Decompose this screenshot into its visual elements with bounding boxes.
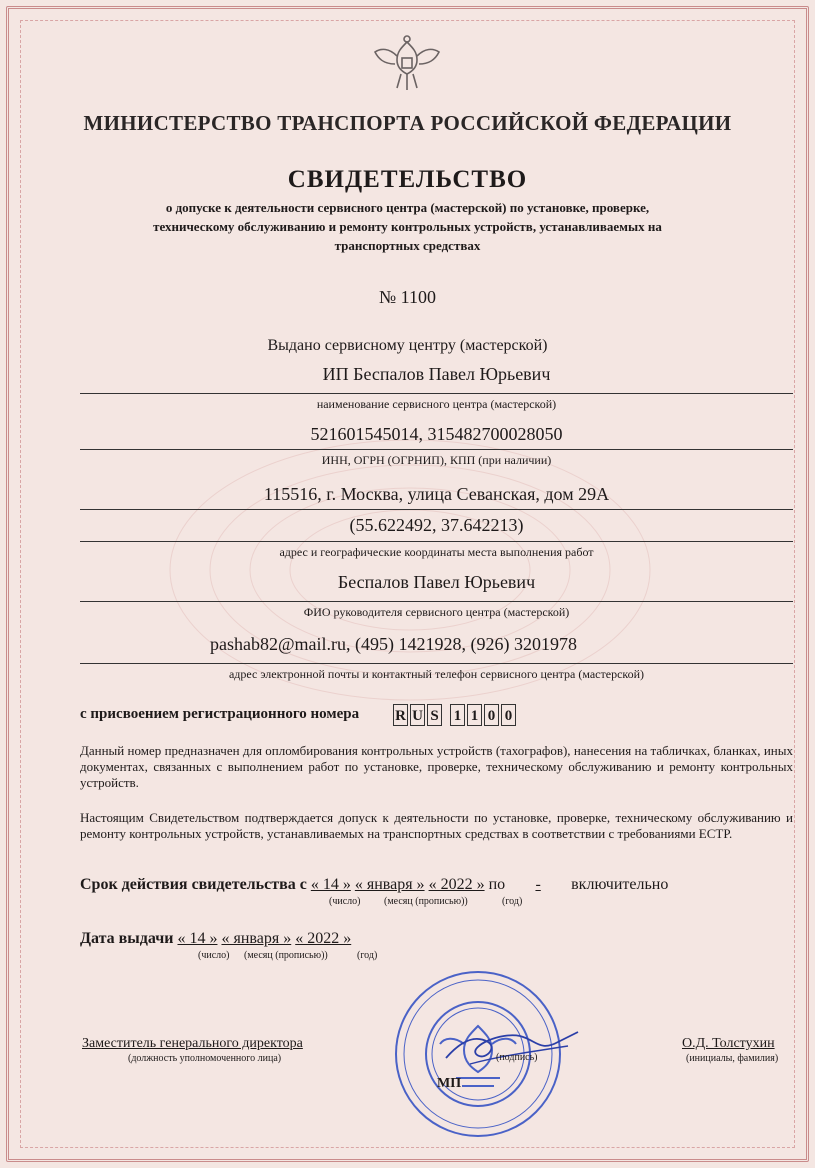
service-center-name: ИП Беспалов Павел Юрьевич: [322, 364, 551, 384]
signature-caption: (подпись): [496, 1052, 538, 1063]
signatory-name: О.Д. Толстухин: [682, 1036, 775, 1051]
reg-char: S: [427, 704, 442, 726]
reg-char: R: [393, 704, 408, 726]
address-value: 115516, г. Москва, улица Севанская, дом 29А: [263, 484, 610, 504]
reg-char: 0: [484, 704, 499, 726]
paragraph-purpose: Данный номер предназначен для опломбирования контрольных устройств (тахографов), нанесения на табличках, бланках, иных документах, связанных с выполнением работ по установке, проверке, техническому обслуживанию и ремонту контрольных устройств.: [80, 743, 793, 790]
reg-char: 1: [467, 704, 482, 726]
issue-day-caption: (число): [198, 950, 230, 961]
validity-month: « января »: [354, 876, 425, 893]
field-underline: [80, 509, 793, 510]
field-underline: [80, 541, 793, 542]
field-underline: [80, 393, 793, 394]
document-title: СВИДЕТЕЛЬСТВО: [287, 166, 528, 193]
field-underline: [80, 449, 793, 450]
validity-until: -: [535, 876, 541, 893]
contacts-value: pashab82@mail.ru, (495) 1421928, (926) 3201978: [210, 634, 578, 654]
document-subtitle: о допуске к деятельности сервисного центра (мастерской) по установке, проверке, техническому обслуживанию и ремонту контрольных устройств, устанавливаемых на транспортных средствах: [153, 200, 662, 253]
certificate-number: № 1100: [378, 287, 436, 307]
issue-year: « 2022 »: [295, 930, 352, 947]
head-name-value: Беспалов Павел Юрьевич: [337, 572, 536, 592]
eagle-emblem-icon: [371, 34, 443, 94]
inn-ogrn-value: 521601545014, 315482700028050: [310, 424, 563, 444]
validity-to: по: [488, 876, 506, 893]
coordinates-value: (55.622492, 37.642213): [349, 515, 524, 535]
head-caption: ФИО руководителя сервисного центра (мастерской): [303, 605, 570, 619]
issue-date-label: Дата выдачи: [80, 930, 174, 947]
name-caption: наименование сервисного центра (мастерской): [316, 397, 557, 411]
position-caption: (должность уполномоченного лица): [128, 1053, 282, 1064]
validity-year: « 2022 »: [428, 876, 485, 893]
field-underline: [80, 601, 793, 602]
reg-char: 0: [501, 704, 516, 726]
registration-label: с присвоением регистрационного номера: [80, 706, 360, 722]
validity-year-caption: (год): [502, 896, 523, 907]
validity-month-caption: (месяц (прописью)): [384, 896, 468, 907]
field-underline: [80, 663, 793, 664]
inn-caption: ИНН, ОГРН (ОГРНИП), КПП (при наличии): [321, 453, 552, 467]
reg-char: 1: [450, 704, 465, 726]
issued-to-label: Выдано сервисному центру (мастерской): [267, 337, 548, 354]
ministry-header: МИНИСТЕРСТВО ТРАНСПОРТА РОССИЙСКОЙ ФЕДЕРАЦИИ: [83, 111, 732, 135]
name-caption-initials: (инициалы, фамилия): [686, 1053, 779, 1064]
issue-month-caption: (месяц (прописью)): [244, 950, 328, 961]
handwritten-signature: [440, 1012, 580, 1072]
issue-month: « января »: [221, 930, 292, 947]
issue-date-line: [80, 930, 351, 948]
reg-char: U: [410, 704, 425, 726]
validity-inclusive: включительно: [571, 876, 669, 893]
validity-day: « 14 »: [310, 876, 351, 893]
registration-number: [393, 704, 518, 726]
validity-label: Срок действия свидетельства с: [80, 876, 307, 893]
contacts-caption: адрес электронной почты и контактный телефон сервисного центра (мастерской): [228, 667, 645, 681]
issue-day: « 14 »: [177, 930, 218, 947]
validity-day-caption: (число): [329, 896, 361, 907]
paragraph-confirmation: Настоящим Свидетельством подтверждается допуск к деятельности по установке, проверке, техническому обслуживанию и ремонту контрольных устройств, устанавливаемых на транспортных средствах в соответствии с требованиями ЕСТР.: [80, 810, 793, 841]
signatory-position: Заместитель генерального директора: [82, 1036, 303, 1051]
validity-line: [80, 876, 668, 894]
address-caption: адрес и географические координаты места выполнения работ: [279, 545, 594, 559]
issue-year-caption: (год): [357, 950, 378, 961]
seal-place-label: МП: [437, 1076, 462, 1091]
